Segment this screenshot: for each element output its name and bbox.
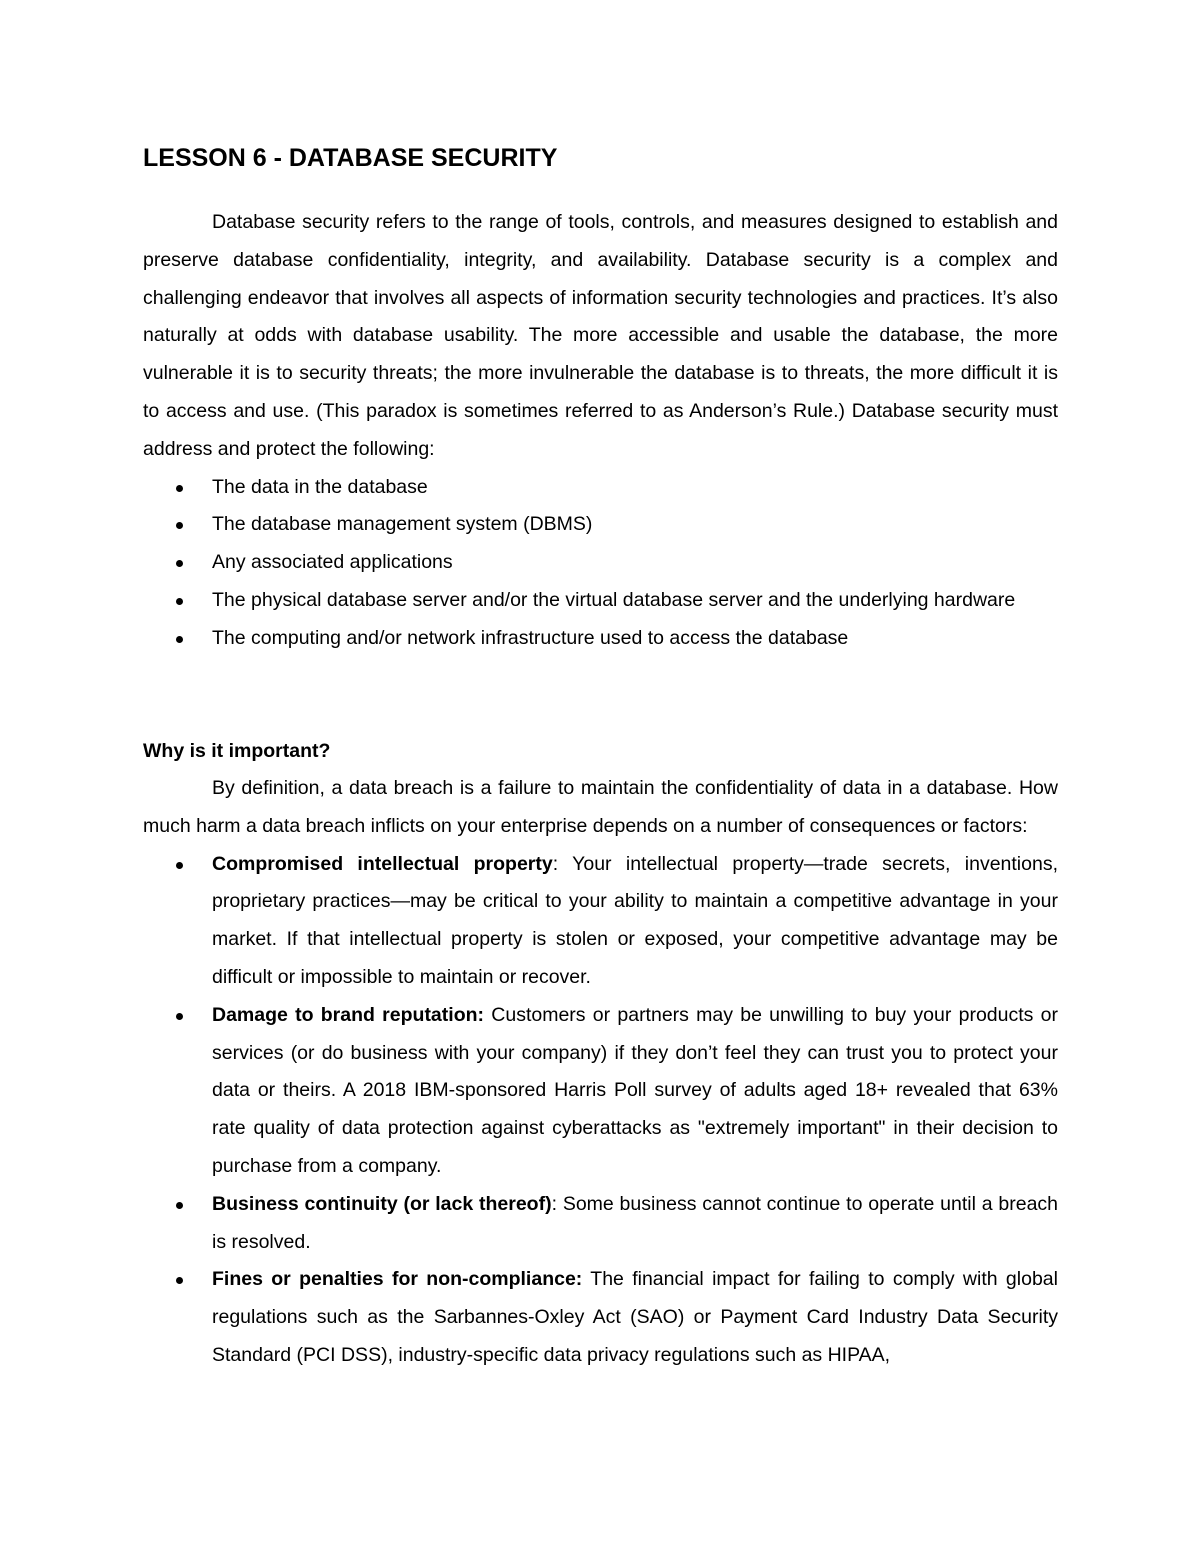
- consequences-list: [143, 846, 1058, 1375]
- intro-paragraph: Database security refers to the range of tools, controls, and measures designed to establish and preserve database confidentiality, integrity, and availability. Database security is a complex and challenging endeavor that involves all aspects of information security technologies and practices. It’s also naturally at odds with database usability. The more accessible and usable the database, the more vulnerable it is to security threats; the more invulnerable the database is to threats, the more difficult it is to access and use. (This paradox is sometimes referred to as Anderson’s Rule.) Database security must address and protect the following:: [143, 211, 1058, 460]
- list-item-text: The computing and/or network infrastructure used to access the database: [212, 626, 849, 649]
- list-item: [143, 544, 1058, 582]
- bullet-icon: [176, 1277, 183, 1284]
- consequence-text: Some business cannot continue to operate until a breach is resolved.: [212, 1192, 1059, 1253]
- consequence-text: Customers or partners may be unwilling to buy your products or services (or do business with your company) if they don’t feel they can trust you to protect your data or theirs. A 2018 IBM-sponsored Harris Poll survey of adults aged 18+ revealed that 63% rate quality of data protection against cyberattacks as "extremely important" in their decision to purchase from a company.: [212, 1003, 1058, 1177]
- bullet-icon: [176, 1013, 183, 1020]
- list-item: [143, 469, 1058, 507]
- why-section: [143, 770, 1058, 1375]
- bullet-icon: [176, 862, 183, 869]
- list-item: [143, 846, 1058, 997]
- list-item: [143, 997, 1058, 1186]
- intro-section: [143, 204, 1058, 658]
- bullet-icon: [176, 1202, 183, 1209]
- list-item: [143, 620, 1058, 658]
- consequence-term: Business continuity (or lack thereof): [212, 1192, 552, 1215]
- bullet-icon: [176, 485, 183, 492]
- why-paragraph: By definition, a data breach is a failure to maintain the confidentiality of data in a database. How much harm a data breach inflicts on your enterprise depends on a number of consequences or factors:: [143, 777, 1058, 837]
- protect-list: [143, 469, 1058, 658]
- list-item-text: The physical database server and/or the virtual database server and the underlying hardware: [212, 588, 1016, 611]
- list-item-text: Any associated applications: [212, 551, 453, 574]
- bullet-icon: [176, 560, 183, 567]
- bullet-icon: [176, 522, 183, 529]
- list-item: [143, 506, 1058, 544]
- bullet-icon: [176, 598, 183, 605]
- consequence-separator: :: [551, 1192, 563, 1215]
- consequence-text: Your intellectual property—trade secrets, inventions, proprietary practices—may be critical to your ability to maintain a competitive advantage in your market. If that intellectual property is stolen or exposed, your competitive advantage may be difficult or impossible to maintain or recover.: [212, 852, 1058, 988]
- consequence-term: Compromised intellectual property: [212, 852, 553, 875]
- list-item: [143, 582, 1058, 620]
- consequence-separator: :: [552, 852, 573, 875]
- list-item: [143, 1186, 1058, 1262]
- consequence-term: Fines or penalties for non-compliance:: [212, 1268, 583, 1291]
- list-item: [143, 1261, 1058, 1374]
- why-heading: Why is it important?: [143, 740, 331, 762]
- lesson-title: LESSON 6 - DATABASE SECURITY: [143, 144, 558, 172]
- consequence-term: Damage to brand reputation:: [212, 1003, 485, 1026]
- bullet-icon: [176, 636, 183, 643]
- list-item-text: The data in the database: [212, 475, 428, 498]
- consequence-text: The financial impact for failing to comply with global regulations such as the Sarbannes-Oxley Act (SAO) or Payment Card Industry Data Security Standard (PCI DSS), industry-specific data privacy regulations such as HIPAA,: [212, 1268, 1058, 1366]
- list-item-text: The database management system (DBMS): [212, 513, 593, 536]
